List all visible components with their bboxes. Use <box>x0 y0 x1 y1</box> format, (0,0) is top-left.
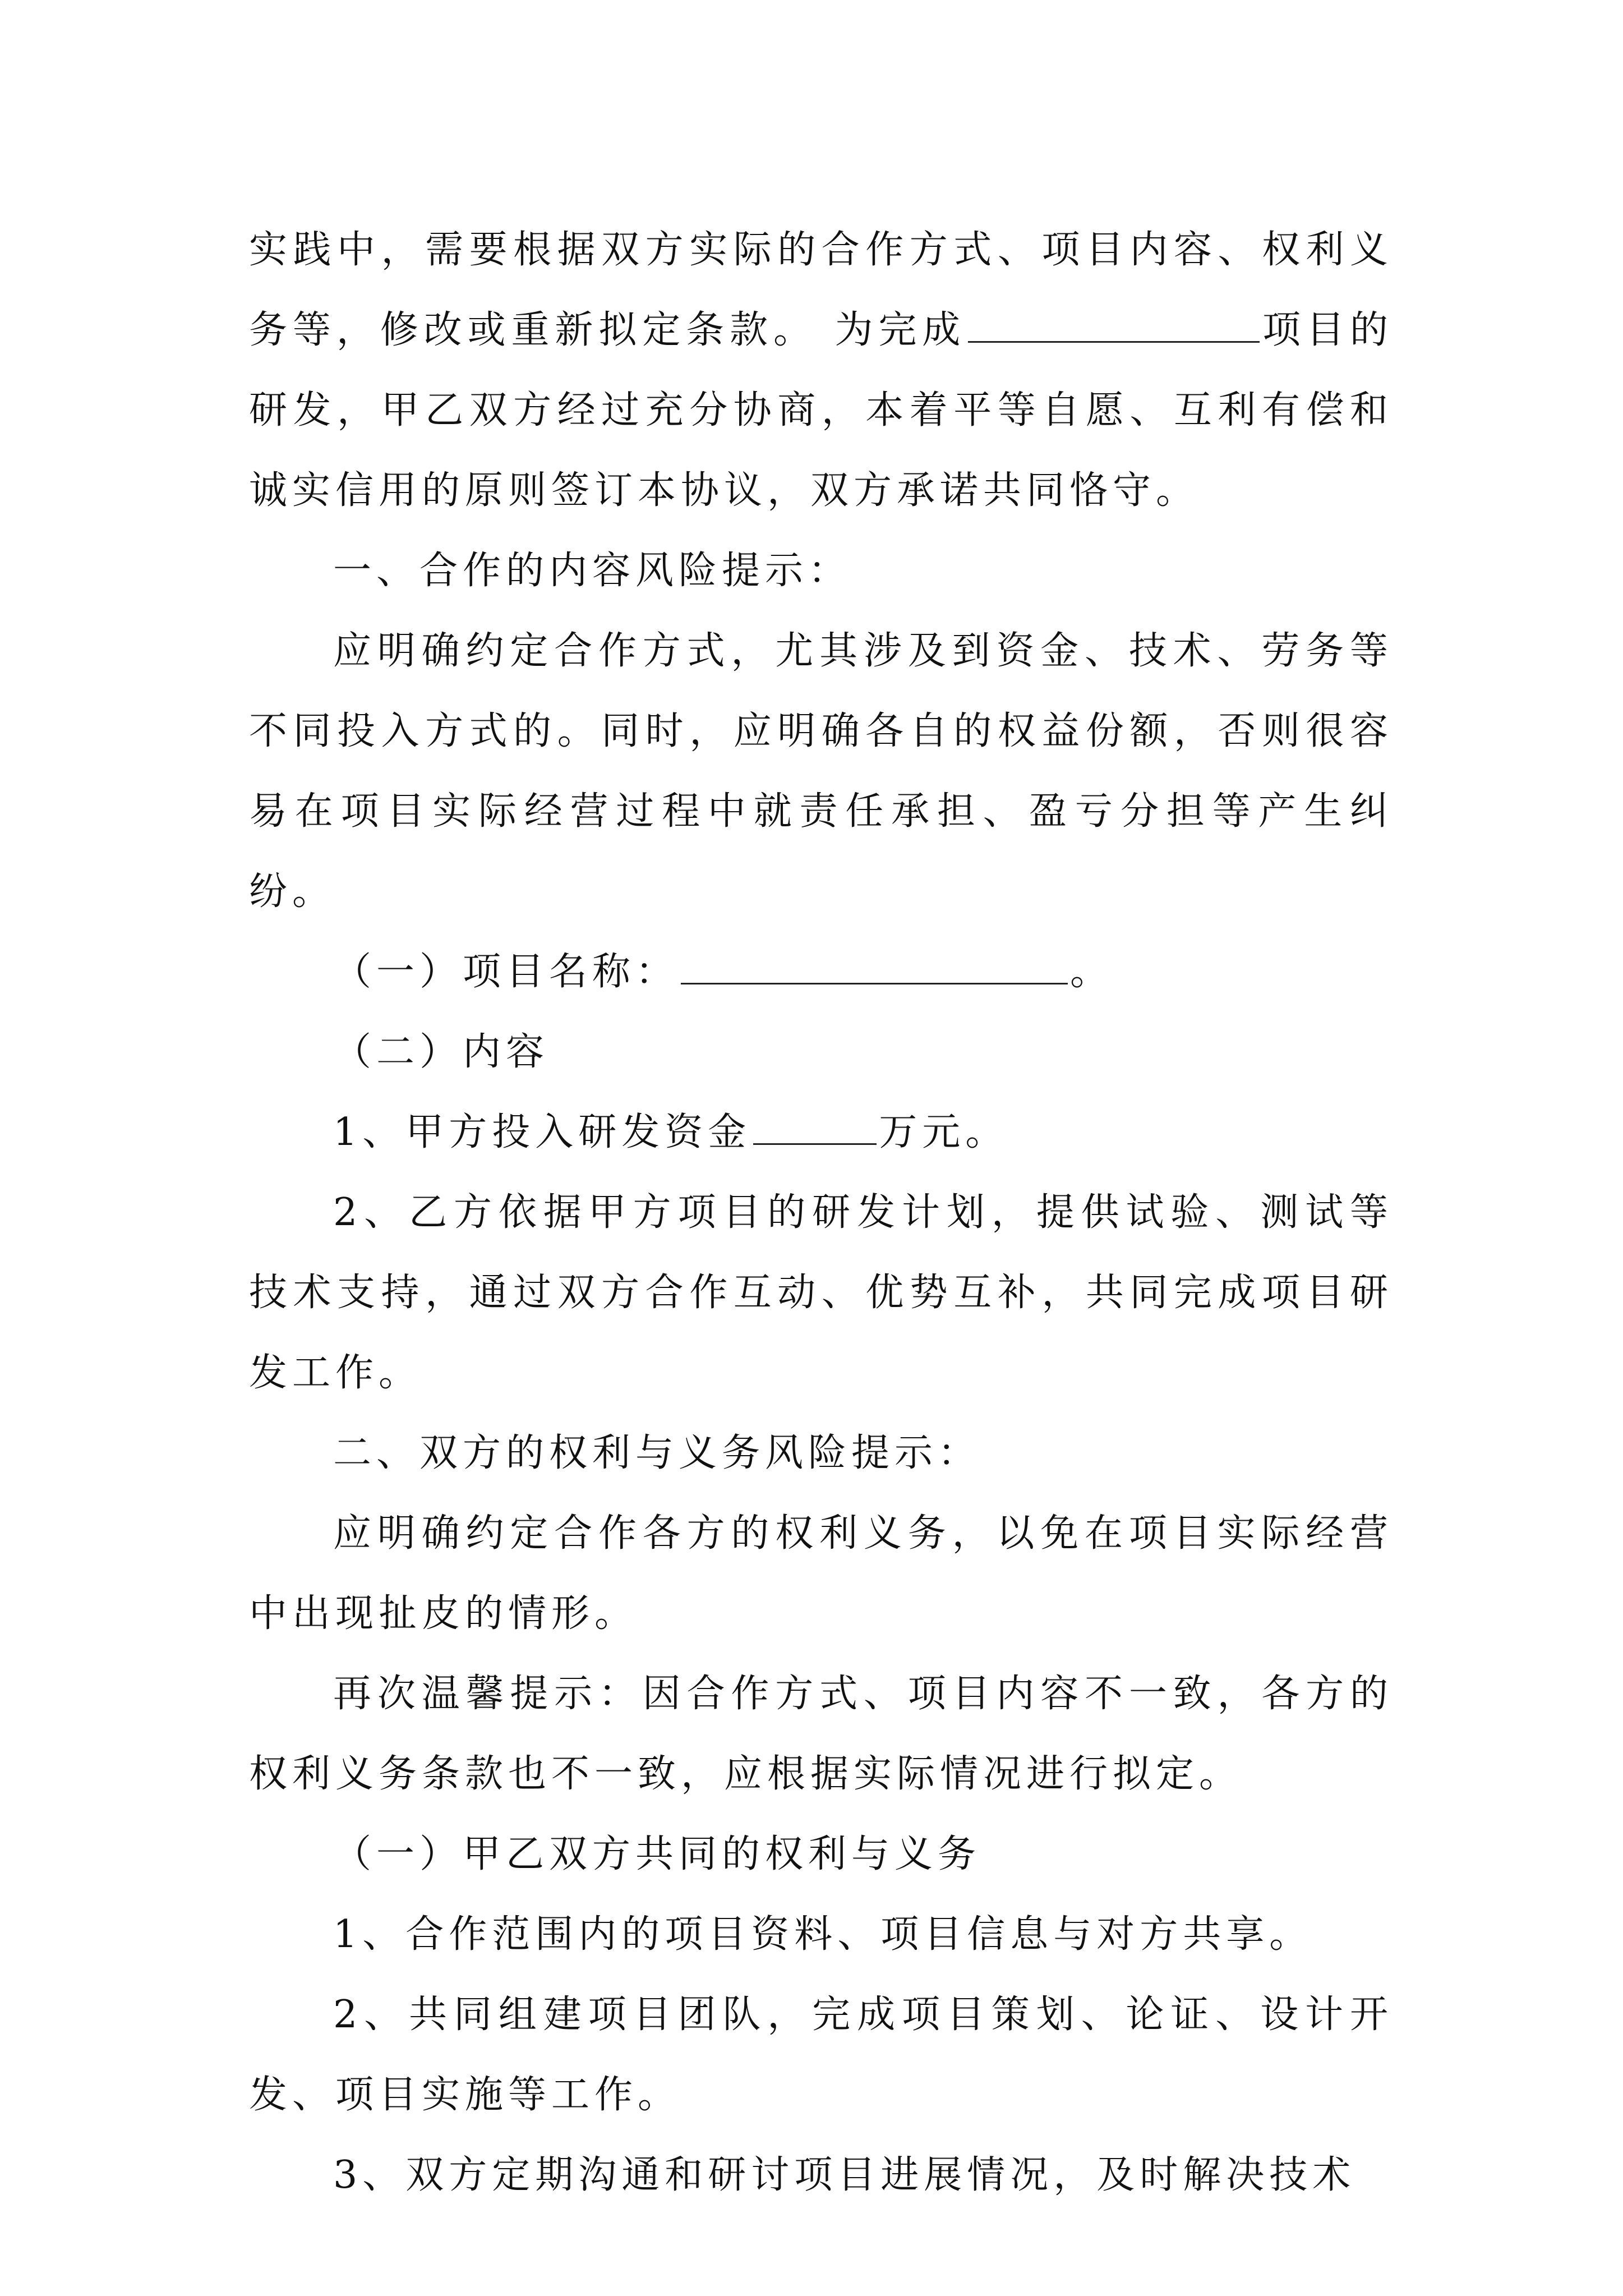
section-heading-rights: 二、双方的权利与义务风险提示： <box>333 1431 981 1475</box>
funding-amount-blank <box>753 1110 877 1145</box>
funding-text-before: 1、甲方投入研发资金 <box>333 1110 751 1154</box>
cooperation-risk-paragraph: 应明确约定合作方式，尤其涉及到资金、技术、劳务等不同投入方式的。同时，应明确各自的权益份额，否则很容易在项目实际经营过程中就责任承担、盈亏分担等产生纠纷。 <box>249 629 1393 914</box>
intro-text-before: 实践中，需要根据双方实际的合作方式、项目内容、权利义务等，修改或重新拟定条款。 为完成 <box>249 228 1393 352</box>
reminder-paragraph: 再次温馨提示：因合作方式、项目内容不一致，各方的权利义务条款也不一致，应根据实际情况进行拟定。 <box>249 1672 1393 1796</box>
shared-rights-subheading: （一）甲乙双方共同的权利与义务 <box>333 1832 981 1876</box>
communication-item: 3、双方定期沟通和研讨项目进展情况，及时解决技术 <box>333 2153 1356 2197</box>
rights-risk-paragraph: 应明确约定合作各方的权利义务，以免在项目实际经营中出现扯皮的情形。 <box>249 1511 1393 1636</box>
intro-text-after: 项目的研发，甲乙双方经过充分协商，本着平等自愿、互利有偿和诚实信用的原则签订本协议，双方承诺共同恪守。 <box>249 308 1393 513</box>
intro-paragraph <box>249 210 1393 531</box>
party-b-support-paragraph: 2、乙方依据甲方项目的研发计划，提供试验、测试等技术支持，通过双方合作互动、优势互补，共同完成项目研发工作。 <box>249 1190 1393 1395</box>
project-name-suffix: 。 <box>1070 950 1114 994</box>
project-name-label: （一）项目名称： <box>333 950 679 994</box>
project-name-blank <box>968 307 1260 343</box>
funding-line <box>249 1092 1393 1172</box>
document-body <box>249 210 1393 2215</box>
team-building-item: 2、共同组建项目团队，完成项目策划、论证、设计开发、项目实施等工作。 <box>249 1993 1393 2117</box>
content-subheading: （二）内容 <box>333 1030 550 1074</box>
project-name-line <box>249 932 1393 1012</box>
funding-text-after: 万元。 <box>879 1110 1009 1154</box>
project-name-field-blank <box>681 949 1068 984</box>
section-heading-cooperation: 一、合作的内容风险提示： <box>333 549 852 593</box>
shared-info-item: 1、合作范围内的项目资料、项目信息与对方共享。 <box>333 1912 1313 1957</box>
